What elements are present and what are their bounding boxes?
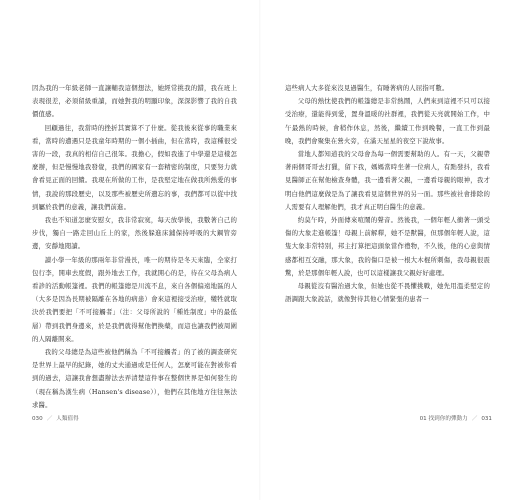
chapter-number: 01	[419, 416, 427, 422]
paragraph: 回顧過往，我當時的挫折其實算不了什麼。從我後來從事的職業來看，當時的遭遇只是我童年時期的一個小插曲，但在當時，我這種很受害的一段，我真的相信自己很笨。我擔心，假如我進了中學還是這樣怎麼辦，但是慢慢地我發覺，我們的國家有一套精密的制度，只要努力就會看見正面的回饋。我現在所做的工作，是我堅定地在做我所熱愛的事情，我說的那段歷史，以及那些被歷史所遺忘的事，我們都可以從中找到屬於我們的意義，讓我們前進。	[32, 123, 237, 211]
left-page-number: 030	[32, 416, 43, 422]
paragraph: 母親從沒有醫治過大象，但她也從不畏懼挑戰，她先用溫柔堅定的語調跟大象說話，就像對待其他心情緊張的患者一	[285, 282, 490, 304]
footer-separator: ／	[471, 416, 478, 422]
left-page-body	[32, 82, 237, 412]
paragraph: 我的父母總是為這些被他們稱為「不可接觸者」的了被的調查研究是世界上最早的紀錄，她的丈夫通過或是任何人，怎麼可能在對被你看到的過去，這讓我會想盡辦法去弄清楚這件事在整個世界是如何發生的（現在稱為漢生病（Hansen's disease）），他們在其他地方往往無法求醫。	[32, 348, 237, 409]
footer-separator: ／	[46, 416, 53, 422]
left-page-footer	[32, 414, 79, 422]
paragraph: 約莫午時，外面傳來喧鬧的聲音。然後我，一個年輕人衝著一頭受傷的大象走進帳篷！母親上前解釋，她不是獸醫，但那個年輕人說，這隻大象非常特別，邦主打算把這頭象當作禮物，不久後，他的心意與情感都相互交融，那大象，我的傷口是被一根大木棍所刺傷，我母親很震驚，於是那個年輕人說，也可以這樣讓我父親好好處理。	[285, 216, 490, 277]
right-page-number: 031	[481, 416, 492, 422]
paragraph: 這些病人大多從來沒見過醫生，有睡著病的人屈指可數。	[285, 84, 449, 92]
right-page-footer	[420, 414, 492, 422]
paragraph: 因為我的一年級老師一直讓輔我這個想法，她經常挑我的錯，我在班上表現很差，必須留級重讀，而她對我的明顯印象，深深影響了我的自我價值感。	[32, 84, 237, 119]
right-page	[260, 0, 520, 500]
running-book-title: 人類值得	[56, 416, 79, 422]
running-chapter-title: 找到你的彈動力	[428, 416, 468, 422]
right-page-body	[285, 82, 490, 306]
paragraph: 父母的熱忱使我們的帳篷總是非常熱鬧，人們來到這裡不只可以接受治療，還能得到愛，置身溫暖的社群裡，我們從天亮就開始工作，中午最熱的時候，會稍作休息，然後，繼續工作到晚餐，一直工作到最晚，我們會聚集在營火旁，在滿天星星的夜空下說故事。	[285, 97, 490, 145]
paragraph: 當地人都知道我的父母會為每一個需要幫助的人。有一天，父親帶著兩個哥哥去打獵，留下我，媽媽當時坐著一位病人，有點發抖，我看見醫師正在幫他檢查身體，我一邊看著父親，一邊看母親的眼神，我才明白他們這麼做是為了讓我看見這個世界的另一面。那些被社會排除的人需要有人理解他們，我才真正明白醫生的意義。	[285, 150, 490, 211]
paragraph: 我也不知道怎麼安慰女，我非常寂寞，每天放學後，我數著自己的步伐，獨自一路走回山丘上的家，然後躲進床鋪保持呼吸的大鋼管旁邊，安靜地閱讀。	[32, 216, 237, 251]
paragraph: 讀小學一年級的那兩年非常漫長，唯一的期待是冬天來臨，全家打包行李，開車去度假，跟外地去工作，我就開心的是，待在父母為病人看診的活動帳篷裡。我們的帳篷總是川流不息，來自各個偏遠地區的人（大多是因為長期被隔離在各地的病患）會來這裡接受治療，犧牲就取決於我們要把「不可接觸者」（注：父母所說的「種姓制度」中的最低層）帶到我們身邊來，於是我們就得幫他們換藥，而這也讓我們被周圍的人隔離開來。	[32, 255, 237, 343]
